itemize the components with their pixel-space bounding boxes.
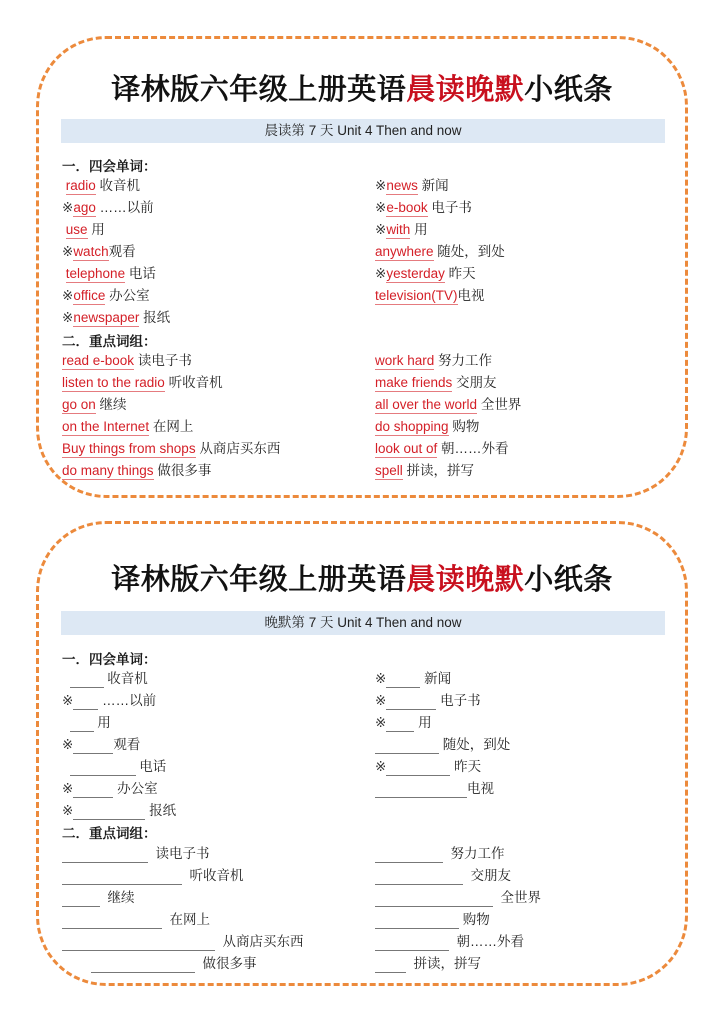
answer-blank[interactable] xyxy=(62,848,148,863)
blank-item: 交朋友 xyxy=(375,867,511,885)
answer-blank[interactable] xyxy=(386,695,436,710)
word-item: ※with 用 xyxy=(375,222,428,237)
answer-blank[interactable] xyxy=(73,805,145,820)
title-suffix: 小纸条 xyxy=(524,74,613,106)
word-item: radio 收音机 xyxy=(65,178,141,193)
blank-item: ※ 昨天 xyxy=(375,759,482,774)
answer-blank[interactable] xyxy=(73,783,113,798)
word-item: use 用 xyxy=(65,222,105,237)
blank-item: 随处，到处 xyxy=(375,736,510,754)
phrase-item: go on 继续 xyxy=(62,397,127,412)
answer-blank[interactable] xyxy=(375,958,406,973)
phrase-item: do shopping 购物 xyxy=(375,419,480,434)
answer-blank[interactable] xyxy=(62,892,100,907)
blank-item: ※ 电子书 xyxy=(375,693,481,708)
day-banner: 晚默第 7 天 Unit 4 Then and now xyxy=(61,611,665,635)
blank-item: 拼读，拼写 xyxy=(375,955,481,973)
blank-item: ※ 用 xyxy=(375,715,432,730)
answer-blank[interactable] xyxy=(386,673,420,688)
title-prefix: 译林版六年级上册英语 xyxy=(111,74,407,106)
word-item: television(TV)电视 xyxy=(375,288,485,303)
word-item: ※yesterday 昨天 xyxy=(375,266,476,281)
phrase-item: work hard 努力工作 xyxy=(375,353,493,368)
title-prefix: 译林版六年级上册英语 xyxy=(111,564,407,596)
word-item: ※watch观看 xyxy=(62,244,136,259)
answer-blank[interactable] xyxy=(70,673,104,688)
words-heading: 一．四会单词： xyxy=(62,652,157,667)
answer-blank[interactable] xyxy=(70,717,94,732)
answer-blank[interactable] xyxy=(386,717,414,732)
word-item: telephone 电话 xyxy=(65,266,156,281)
word-item: ※e-book 电子书 xyxy=(375,200,472,215)
page-title xyxy=(39,557,685,598)
blank-item: 朝……外看 xyxy=(375,933,524,951)
blank-item: 购物 xyxy=(375,911,490,929)
blank-item: 从商店买东西 xyxy=(62,933,304,951)
blank-item: ※ 观看 xyxy=(62,737,141,752)
day-banner: 晨读第 7 天 Unit 4 Then and now xyxy=(61,119,665,143)
answer-blank[interactable] xyxy=(62,936,215,951)
phrase-item: read e-book 读电子书 xyxy=(62,353,192,368)
answer-blank[interactable] xyxy=(62,870,182,885)
answer-blank[interactable] xyxy=(375,739,439,754)
answer-blank[interactable] xyxy=(375,936,449,951)
answer-blank[interactable] xyxy=(73,695,98,710)
answer-blank[interactable] xyxy=(375,783,467,798)
blank-item: ※ 报纸 xyxy=(62,803,177,818)
word-item: anywhere 随处，到处 xyxy=(375,244,505,259)
blank-item: 听收音机 xyxy=(62,867,244,885)
answer-blank[interactable] xyxy=(375,914,459,929)
answer-blank[interactable] xyxy=(375,892,493,907)
blank-item: 努力工作 xyxy=(375,845,505,863)
answer-blank[interactable] xyxy=(70,761,136,776)
title-highlight: 晨读晚默 xyxy=(406,74,525,106)
answer-blank[interactable] xyxy=(375,848,443,863)
blank-item: 继续 xyxy=(62,889,135,907)
phrase-item: on the Internet 在网上 xyxy=(62,419,194,434)
blank-item: 电话 xyxy=(62,758,166,776)
phrase-item: all over the world 全世界 xyxy=(375,397,522,412)
answer-blank[interactable] xyxy=(386,761,450,776)
phrase-item: spell 拼读，拼写 xyxy=(375,463,475,478)
blank-item: 电视 xyxy=(375,780,494,798)
phrase-item: listen to the radio 听收音机 xyxy=(62,375,223,390)
blank-item: 在网上 xyxy=(62,911,210,929)
answer-blank[interactable] xyxy=(62,914,162,929)
blank-item: 做很多事 xyxy=(91,955,257,973)
blank-item: 全世界 xyxy=(375,889,541,907)
phrases-heading: 二．重点词组： xyxy=(62,826,157,841)
answer-blank[interactable] xyxy=(73,739,113,754)
blank-item: 用 xyxy=(62,714,111,732)
words-heading: 一．四会单词： xyxy=(62,159,157,174)
word-item: ※newspaper 报纸 xyxy=(62,310,171,325)
phrases-heading: 二．重点词组： xyxy=(62,334,157,349)
word-item: ※ago ……以前 xyxy=(62,200,154,215)
phrase-item: Buy things from shops 从商店买东西 xyxy=(62,441,281,456)
word-item: ※office 办公室 xyxy=(62,288,150,303)
blank-item: 读电子书 xyxy=(62,845,210,863)
answer-blank[interactable] xyxy=(91,958,195,973)
word-item: ※news 新闻 xyxy=(375,178,449,193)
blank-item: ※ 新闻 xyxy=(375,671,452,686)
title-highlight: 晨读晚默 xyxy=(406,564,525,596)
blank-item: 收音机 xyxy=(62,670,148,688)
page-title xyxy=(39,67,685,108)
title-suffix: 小纸条 xyxy=(524,564,613,596)
phrase-item: make friends 交朋友 xyxy=(375,375,497,390)
phrase-item: do many things 做很多事 xyxy=(62,463,212,478)
phrase-item: look out of 朝……外看 xyxy=(375,441,509,456)
blank-item: ※ 办公室 xyxy=(62,781,158,796)
answer-blank[interactable] xyxy=(375,870,463,885)
blank-item: ※ ……以前 xyxy=(62,693,157,708)
